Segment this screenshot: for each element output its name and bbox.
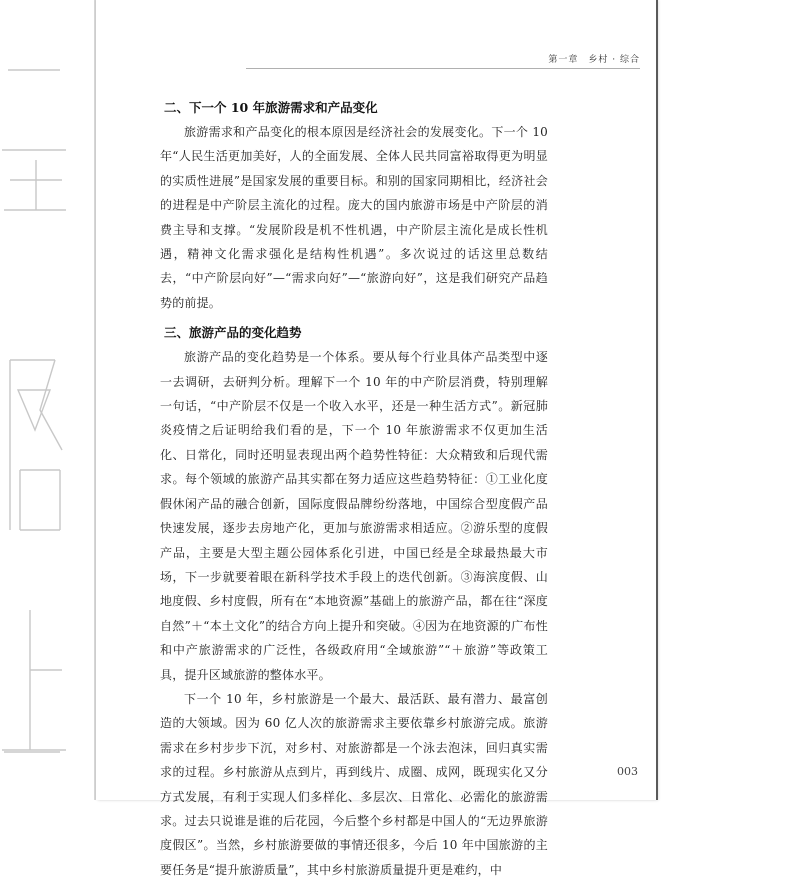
- header-rule: [246, 68, 640, 69]
- paragraph: 下一个 10 年，乡村旅游是一个最大、最活跃、最有潜力、最富创造的大领域。因为 60 亿人次的旅游需求主要依靠乡村旅游完成。旅游需求在乡村步步下沉，对乡村、对旅游都是一个泳去泡沫，回归真实需求的过程。乡村旅游从点到片，再到线片、成圈、成网，既现实化又分方式发展，有利于实现人们多样化、多层次、日常化、必需化的旅游需求。过去只说谁是谁的后花园，今后整个乡村都是中国人的“无边界旅游度假区”。当然，乡村旅游要做的事情还很多，今后 10 年中国旅游的主要任务是“提升旅游质量”，其中乡村旅游质量提升更是难约，中: [160, 691, 548, 877]
- book-page: [96, 0, 656, 877]
- page-edge-right: [656, 0, 658, 800]
- paragraph: 旅游产品的变化趋势是一个体系。要从每个行业具体产品类型中逐一去调研，去研判分析。理解下一个 10 年的中产阶层消费，特别理解一句话，“中产阶层不仅是一个收入水平，还是一种生活方式”。新冠肺炎疫情之后证明给我们看的是，下一个 10 年旅游需求不仅更加生活化、日常化，同时还明显表现出两个趋势性特征：大众精致和后现代需求。每个领域的旅游产品其实都在努力适应这些趋势特征：①工业化度假休闲产品的融合创新，国际度假品牌纷纷落地，中国综合型度假产品快速发展，逐步去房地产化，更加与旅游需求相适应。②游乐型的度假产品，主要是大型主题公园体系化引进，中国已经是全球最热最大市场，下一步就要着眼在新科学技术手段上的迭代创新。③海滨度假、山地度假、乡村度假，所有在“本地资源”基础上的旅游产品，都在往“深度自然”＋“本土文化”的结合方向上提升和突破。④因为在地资源的广布性和中产旅游需求的广泛性，各级政府用“全域旅游”“＋旅游”等政策工具，提升区域旅游的整体水平。: [160, 350, 548, 682]
- decorative-glyphs-drawing: [0, 30, 70, 800]
- decorative-calligraphy: [0, 30, 70, 800]
- page-number: 003: [617, 765, 638, 778]
- section-2: [160, 96, 548, 315]
- section-heading: 三、旅游产品的变化趋势: [164, 325, 302, 341]
- paragraph: 旅游需求和产品变化的根本原因是经济社会的发展变化。下一个 10 年“人民生活更加美好，人的全面发展、全体人民共同富裕取得更为明显的实质性进展”是国家发展的重要目标。和别的国家同期相比，经济社会的进程是中产阶层主流化的过程。庞大的国内旅游市场是中产阶层的消费主导和支撑。“发展阶段是机不性机遇，中产阶层主流化是成长性机遇，精神文化需求强化是结构性机遇”。多次说过的话这里总数结去，“中产阶层向好”—“需求向好”—“旅游向好”，这是我们研究产品趋势的前提。: [160, 125, 548, 310]
- page-body: [160, 96, 548, 888]
- section-3: [160, 321, 548, 882]
- section-heading: 二、下一个 10 年旅游需求和产品变化: [164, 100, 378, 115]
- running-head: 第一章 乡村 · 综合: [548, 55, 640, 65]
